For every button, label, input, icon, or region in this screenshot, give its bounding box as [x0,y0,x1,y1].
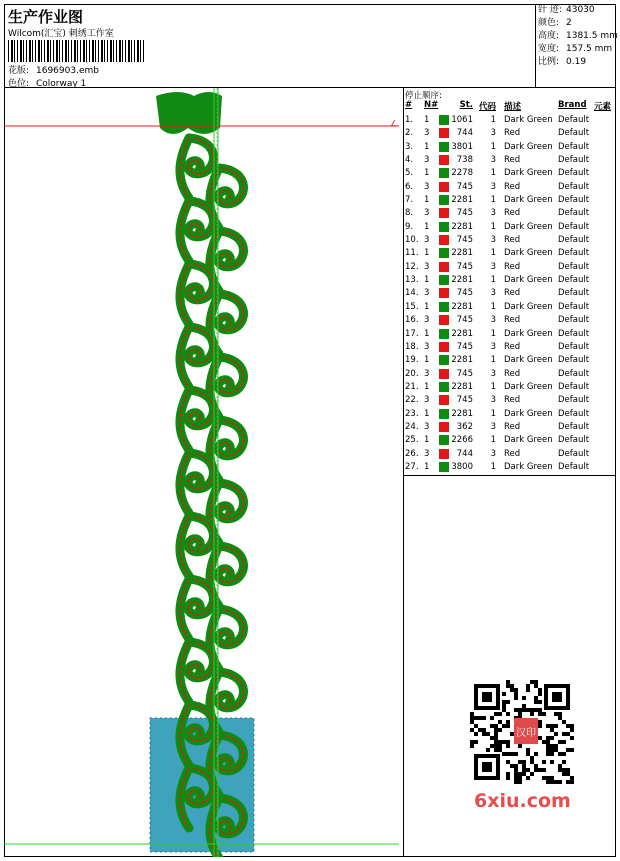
color-swatch [439,155,449,165]
row-brand: Default [558,315,590,326]
row-description: Dark Green [504,435,553,446]
row-code: 3 [490,208,496,219]
row-stitches: 745 [456,261,473,272]
row-needle: 3 [424,261,430,272]
row-stitches: 2281 [451,381,473,392]
barcode [8,40,144,62]
row-index: 27. [405,461,419,472]
row-needle: 1 [424,141,430,152]
row-index: 14. [405,288,419,299]
row-needle: 1 [424,355,430,366]
row-code: 3 [490,155,496,166]
row-code: 1 [490,248,496,259]
row-description: Red [504,155,521,166]
row-code: 1 [490,275,496,286]
color-swatch [439,168,449,178]
colorway-value: Colorway 1 [36,79,87,89]
row-needle: 1 [424,168,430,179]
row-stitches: 745 [456,181,473,192]
color-swatch [439,315,449,325]
stat-scale: 比例: 0.19 [538,57,587,67]
table-row [404,434,616,447]
row-code: 3 [490,181,496,192]
row-needle: 1 [424,115,430,125]
row-brand: Default [558,355,590,366]
table-row [404,461,616,474]
color-swatch [439,329,449,339]
row-code: 1 [490,328,496,339]
stamp-text: 汉印 [516,728,536,739]
table-row [404,247,616,260]
row-brand: Default [558,461,590,472]
table-row [404,287,616,300]
row-index: 5. [405,168,414,179]
row-brand: Default [558,408,590,419]
row-code: 1 [490,435,496,446]
row-description: Red [504,448,521,459]
row-index: 26. [405,448,419,459]
row-index: 9. [405,221,414,232]
row-stitches: 362 [456,421,473,432]
row-code: 3 [490,235,496,246]
stop-sequence-title: 停止顺序: [405,91,442,101]
col-index: # [405,100,413,110]
color-swatch [439,355,449,365]
color-swatch [439,142,449,152]
table-row [404,381,616,394]
row-description: Dark Green [504,195,553,206]
row-needle: 1 [424,328,430,339]
row-description: Dark Green [504,248,553,259]
table-row [404,301,616,314]
row-description: Red [504,368,521,379]
row-index: 22. [405,395,419,406]
row-index: 19. [405,355,419,366]
row-index: 18. [405,341,419,352]
row-index: 17. [405,328,419,339]
row-needle: 3 [424,128,430,139]
row-brand: Default [558,341,590,352]
row-brand: Default [558,248,590,259]
row-needle: 3 [424,315,430,326]
row-description: Red [504,288,521,299]
row-stitches: 745 [456,208,473,219]
row-index: 20. [405,368,419,379]
row-brand: Default [558,168,590,179]
row-brand: Default [558,301,590,312]
row-stitches: 2281 [451,355,473,366]
row-index: 23. [405,408,419,419]
table-body [404,114,616,474]
row-needle: 1 [424,221,430,232]
col-brand: Brand [558,100,587,110]
table-row [404,408,616,421]
row-description: Dark Green [504,408,553,419]
row-index: 3. [405,141,414,152]
row-needle: 1 [424,461,430,472]
row-brand: Default [558,395,590,406]
table-row [404,221,616,234]
table-header [404,100,616,112]
row-brand: Default [558,421,590,432]
watermark-logo: 6xiu.com [474,790,571,812]
row-brand: Default [558,448,590,459]
row-brand: Default [558,288,590,299]
table-row [404,261,616,274]
stat-height: 高度: 1381.5 mm [538,31,618,41]
row-needle: 1 [424,301,430,312]
color-swatch [439,435,449,445]
color-swatch [439,369,449,379]
design-label: 花版: [8,66,30,76]
row-description: Red [504,208,521,219]
row-description: Dark Green [504,141,553,152]
color-swatch [439,275,449,285]
row-index: 15. [405,301,419,312]
row-code: 3 [490,315,496,326]
table-row [404,167,616,180]
col-element: 元素 [594,102,612,112]
row-stitches: 2281 [451,275,473,286]
row-needle: 3 [424,155,430,166]
row-stitches: 2281 [451,408,473,419]
row-description: Dark Green [504,355,553,366]
design-file-line [8,63,99,76]
color-swatch [439,182,449,192]
row-description: Red [504,235,521,246]
row-stitches: 745 [456,341,473,352]
row-brand: Default [558,155,590,166]
row-needle: 1 [424,195,430,206]
top-cap [156,92,222,134]
row-brand: Default [558,261,590,272]
color-swatch [439,248,449,258]
color-swatch [439,288,449,298]
table-row [404,274,616,287]
page-title: 生产作业图 [8,8,84,26]
row-needle: 1 [424,248,430,259]
row-description: Dark Green [504,328,553,339]
row-needle: 3 [424,421,430,432]
stop-sequence-table [404,88,616,476]
row-stitches: 3800 [451,461,473,472]
start-marker: ∠ [390,119,398,128]
row-brand: Default [558,235,590,246]
row-brand: Default [558,328,590,339]
table-row [404,314,616,327]
row-code: 3 [490,288,496,299]
row-code: 1 [490,168,496,179]
row-stitches: 744 [456,448,473,459]
row-stitches: 2278 [451,168,473,179]
table-row [404,127,616,140]
row-stitches: 745 [456,315,473,326]
row-stitches: 745 [456,235,473,246]
table-row [404,181,616,194]
color-swatch [439,342,449,352]
row-description: Dark Green [504,381,553,392]
row-needle: 3 [424,181,430,192]
row-code: 1 [490,195,496,206]
row-index: 12. [405,261,419,272]
row-description: Red [504,341,521,352]
row-index: 24. [405,421,419,432]
stat-width: 宽度: 157.5 mm [538,44,613,54]
row-brand: Default [558,221,590,232]
row-brand: Default [558,435,590,446]
table-row [404,421,616,434]
row-brand: Default [558,275,590,286]
row-stitches: 3801 [451,141,473,152]
row-stitches: 744 [456,128,473,139]
col-code: 代码 [478,102,496,112]
row-description: Red [504,181,521,192]
row-index: 13. [405,275,419,286]
row-code: 1 [490,221,496,232]
row-index: 1. [405,115,414,125]
row-code: 1 [490,115,496,125]
row-description: Red [504,395,521,406]
row-stitches: 745 [456,368,473,379]
design-stats [536,4,616,88]
row-brand: Default [558,181,590,192]
row-needle: 1 [424,435,430,446]
row-description: Dark Green [504,221,553,232]
table-row [404,354,616,367]
colorway-label: 色位: [8,79,30,89]
qr-code [470,680,574,784]
row-index: 4. [405,155,414,166]
row-code: 1 [490,355,496,366]
studio-subtitle: Wilcom(汇宝) 刺绣工作室 [8,29,114,39]
color-swatch [439,195,449,205]
row-index: 11. [405,248,419,259]
row-needle: 3 [424,341,430,352]
row-needle: 1 [424,408,430,419]
table-row [404,114,616,127]
color-swatch [439,222,449,232]
row-code: 3 [490,368,496,379]
row-description: Dark Green [504,275,553,286]
row-stitches: 738 [456,155,473,166]
table-row [404,448,616,461]
row-index: 6. [405,181,414,192]
color-swatch [439,449,449,459]
design-value: 1696903.emb [36,66,99,76]
row-code: 1 [490,381,496,392]
row-needle: 3 [424,395,430,406]
table-row [404,394,616,407]
row-code: 1 [490,141,496,152]
row-code: 3 [490,395,496,406]
col-description: 描述 [504,102,522,112]
row-stitches: 2281 [451,301,473,312]
row-needle: 1 [424,381,430,392]
row-brand: Default [558,195,590,206]
embroidery-design [4,88,404,857]
color-swatch [439,462,449,472]
color-swatch [439,422,449,432]
table-row [404,154,616,167]
row-brand: Default [558,115,590,125]
color-swatch [439,382,449,392]
table-row [404,141,616,154]
row-description: Red [504,261,521,272]
table-row [404,328,616,341]
color-swatch [439,128,449,138]
row-needle: 3 [424,288,430,299]
design-preview [4,88,404,857]
row-code: 1 [490,461,496,472]
row-index: 2. [405,128,414,139]
table-row [404,234,616,247]
row-brand: Default [558,141,590,152]
row-index: 21. [405,381,419,392]
row-stitches: 745 [456,395,473,406]
row-code: 3 [490,261,496,272]
row-code: 3 [490,128,496,139]
row-needle: 3 [424,448,430,459]
row-index: 8. [405,208,414,219]
row-brand: Default [558,208,590,219]
color-swatch [439,208,449,218]
row-code: 3 [490,448,496,459]
header [4,4,536,88]
row-description: Red [504,128,521,139]
row-needle: 3 [424,235,430,246]
table-row [404,207,616,220]
row-stitches: 2281 [451,221,473,232]
row-brand: Default [558,381,590,392]
row-stitches: 2281 [451,195,473,206]
row-code: 3 [490,341,496,352]
table-row [404,341,616,354]
row-stitches: 745 [456,288,473,299]
row-description: Dark Green [504,115,553,125]
color-swatch [439,115,449,125]
stat-stitches: 针 迹: 43030 [538,5,595,15]
row-needle: 3 [424,208,430,219]
color-swatch [439,395,449,405]
row-index: 7. [405,195,414,206]
row-description: Dark Green [504,301,553,312]
stat-colors: 颜色: 2 [538,18,572,28]
table-row [404,368,616,381]
row-description: Dark Green [504,461,553,472]
row-index: 10. [405,235,419,246]
color-swatch [439,409,449,419]
row-index: 16. [405,315,419,326]
row-needle: 3 [424,368,430,379]
row-code: 1 [490,408,496,419]
row-brand: Default [558,128,590,139]
row-needle: 1 [424,275,430,286]
color-swatch [439,302,449,312]
row-description: Red [504,315,521,326]
color-swatch [439,262,449,272]
row-stitches: 2281 [451,328,473,339]
row-stitches: 1061 [451,115,473,125]
row-code: 1 [490,301,496,312]
row-code: 3 [490,421,496,432]
table-row [404,194,616,207]
row-description: Red [504,421,521,432]
col-stitches: St. [459,100,473,110]
row-stitches: 2266 [451,435,473,446]
row-stitches: 2281 [451,248,473,259]
col-needle: N# [424,100,439,110]
row-brand: Default [558,368,590,379]
row-index: 25. [405,435,419,446]
color-swatch [439,235,449,245]
row-description: Dark Green [504,168,553,179]
